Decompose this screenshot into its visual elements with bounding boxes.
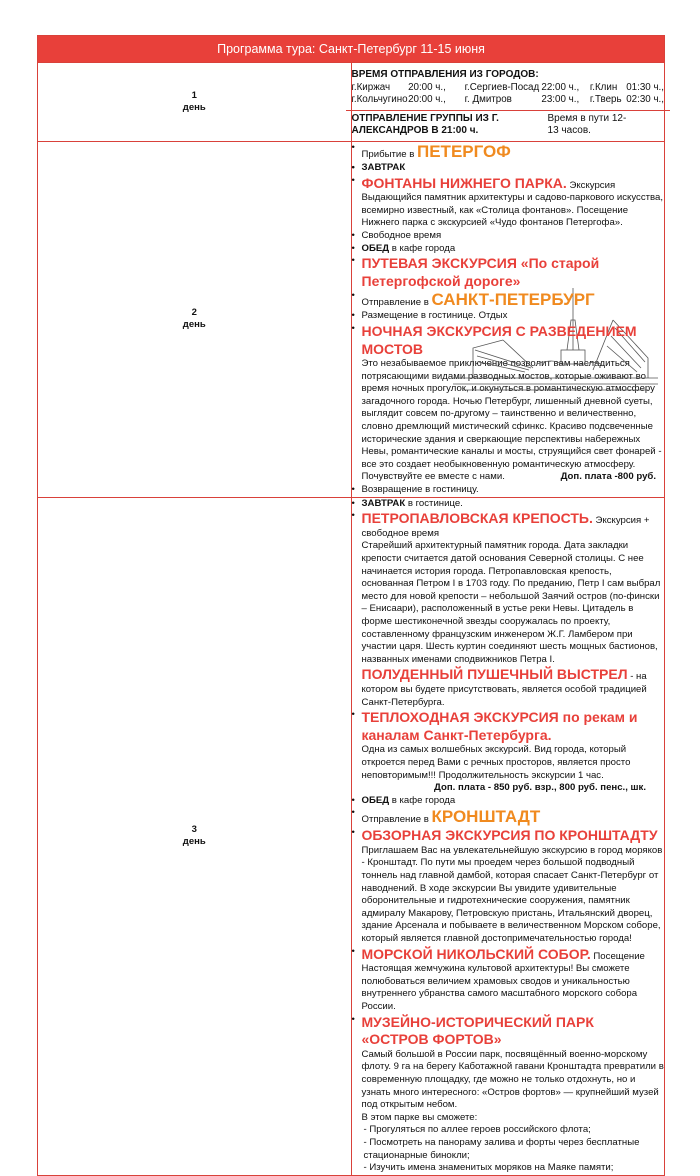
road-tour: • ПУТЕВАЯ ЭКСКУРСИЯ «По старой Петергофской дороге» bbox=[352, 255, 665, 290]
cathedral-text: Настоящая жемчужина культовой архитектуры! Вы сможете полюбоваться величием храмовых сводов и уникальностью внутреннего убранства самого масштабного морского собора России. bbox=[361, 963, 638, 1012]
departure-kronstadt: • Отправление в КРОНШТАДТ bbox=[352, 807, 665, 827]
fountains-heading: • ФОНТАНЫ НИЖНЕГО ПАРКА. Экскурсия bbox=[352, 175, 665, 193]
program-title: Программа тура: Санкт-Петербург 11-15 июня bbox=[38, 36, 665, 63]
night-tour-heading: • НОЧНАЯ ЭКСКУРСИЯ С РАЗВЕДЕНИЕМ МОСТОВ bbox=[352, 323, 665, 358]
fountains-text: Выдающийся памятник архитектуры и садово-паркового искусства, всемирно известный, как «Столица фонтанов». Посещение Нижнего парка с экскурсией «Чудо фонтанов Петергофа». bbox=[361, 192, 664, 229]
departure-row-2: г.Кольчугино 20:00 ч., г. Дмитров 23:00 ч., г.Тверь 02:30 ч., bbox=[351, 94, 665, 106]
day-2-content bbox=[351, 141, 665, 497]
boat-tour-fee: Доп. плата - 850 руб. взр., 800 руб. пенс., шк. bbox=[434, 782, 646, 794]
departure-spb: • Отправление в САНКТ-ПЕТЕРБУРГ bbox=[352, 290, 665, 310]
day-1-row bbox=[38, 63, 665, 142]
group-departure: ОТПРАВЛЕНИЕ ГРУППЫ ИЗ Г. АЛЕКСАНДРОВ В 21:00 ч. bbox=[351, 112, 499, 137]
group-departure-line bbox=[352, 113, 665, 138]
breakfast: • ЗАВТРАК bbox=[352, 162, 665, 175]
kronstadt-heading: • ОБЗОРНАЯ ЭКСКУРСИЯ ПО КРОНШТАДТУ bbox=[352, 827, 665, 845]
day-2-row bbox=[38, 141, 665, 497]
night-tour-text: Это незабываемое приключение позволит вам насладиться потрясающими видами разводных мостов, которые оживают во время ночных прогулок, и окунуться в романтическую атмосферу загадочного города. Ночью Петербург, лишенный дневной суеты, выглядит совсем по-другому – таинственно и величественно, словно дремлющий мистический сфинкс. Красиво подсвеченные исторические здания и сверкающие перспективы набережных Невы, романтические каналы и мосты, струящийся свет фонарей - все это создает необыкновенную романтическую атмосферу. Почувствуйте ее вместе с нами. Доп. плата -800 руб. bbox=[361, 358, 662, 483]
day-3-row bbox=[38, 497, 665, 1175]
program-page bbox=[37, 35, 665, 1176]
program-table bbox=[37, 35, 665, 1176]
fortress-text: Старейший архитектурный памятник города. Дата закладки крепости считается датой основания Северной столицы. С нее начинается история города. Петропавловская крепость, основанная Петром I в 1703 году. По преданию, Петр I сам выбрал место для новой крепости – небольшой Заячий остров (по-фински – Енисаари), расположенный в устье реки Невы. Цитадель в форме шестиконечной звезды сооружалась по проекту, составленному французским инженером Ж.Г. Ламбером при участии царя. Шесть куртин соединяют шесть мощных бастионов, названных именами сподвижников Петра I. bbox=[361, 540, 661, 665]
lunch: • ОБЕД в кафе города bbox=[352, 795, 665, 808]
park-can: В этом парке вы сможете: bbox=[361, 1111, 478, 1123]
cathedral-heading: • МОРСКОЙ НИКОЛЬСКИЙ СОБОР. Посещение bbox=[352, 946, 665, 964]
day-3-content bbox=[351, 497, 665, 1175]
boat-tour-text: Одна из самых волшебных экскурсий. Вид города, который откроется перед Вами с речных просторов, является просто неповторимым!!! Продолжительность экскурсии 1 час. bbox=[361, 744, 631, 781]
breakfast: • ЗАВТРАК в гостинице. bbox=[352, 498, 665, 511]
departure-title: ВРЕМЯ ОТПРАВЛЕНИЯ ИЗ ГОРОДОВ: bbox=[351, 69, 539, 80]
departure-row-1: г.Киржач 20:00 ч., г.Сергиев-Посад 22:00 ч., г.Клин 01:30 ч., bbox=[351, 81, 665, 93]
boat-tour-heading: • ТЕПЛОХОДНАЯ ЭКСКУРСИЯ по рекам и каналам Санкт-Петербурга. bbox=[352, 709, 665, 744]
day-1-content bbox=[351, 63, 665, 142]
free-time: • Свободное время bbox=[352, 230, 665, 243]
hotel: • Размещение в гостинице. Отдых bbox=[352, 310, 665, 323]
fortress-heading: • ПЕТРОПАВЛОВСКАЯ КРЕПОСТЬ. Экскурсия + свободное время bbox=[352, 510, 665, 540]
park-text: Самый большой в России парк, посвящённый военно-морскому флоту. 9 га на берегу Каботажной гавани Кронштадта превратили в современную площадку, где можно не только отдохнуть, но и узнать много интересного: «Остров фортов» — крупнейший музей под открытым небом. bbox=[361, 1048, 664, 1111]
list-item: - Прогуляться по аллее героев российского флота; bbox=[363, 1124, 591, 1136]
list-item: - Посмотреть на панораму залива и форты через бесплатные стационарные бинокли; bbox=[363, 1136, 640, 1161]
cannon-shot: ПОЛУДЕННЫЙ ПУШЕЧНЫЙ ВЫСТРЕЛ - на котором вы будете присутствовать, является особой традицией Санкт-Петербурга. bbox=[361, 666, 647, 708]
arrival-line: • Прибытие в ПЕТЕРГОФ bbox=[352, 142, 665, 162]
kronstadt-text: Приглашаем Вас на увлекательнейшую экскурсию в город моряков - Кронштадт. По пути мы проедем через большой подводный тоннель над главной дамбой, которая спасает Санкт-Петербург от наводнений. В ходе экскурсии Вы увидите удивительные оборонительные и гидротехнические сооружения, памятник адмиралу Макарову, Петровскую пристань, Итальянский дворец, здание Арсенала и побываете в величественном Морском соборе, который является главной достопримечательностью города! bbox=[361, 844, 663, 945]
arrival-city: ПЕТЕРГОФ bbox=[417, 141, 511, 161]
park-heading: • МУЗЕЙНО-ИСТОРИЧЕСКИЙ ПАРК «ОСТРОВ ФОРТОВ» bbox=[352, 1014, 665, 1049]
day-1-label: 1 день bbox=[38, 63, 352, 142]
travel-time: Время в пути 12-13 часов. bbox=[547, 112, 627, 137]
list-item: - Изучить имена знаменитых моряков на Маяке памяти; bbox=[363, 1162, 614, 1174]
day-2-label: 2 день bbox=[38, 141, 352, 497]
night-tour-fee: Доп. плата -800 руб. bbox=[560, 471, 656, 483]
return-hotel: • Возвращение в гостиницу. bbox=[352, 484, 665, 497]
day-3-label: 3 день bbox=[38, 497, 352, 1175]
lunch: • ОБЕД в кафе города bbox=[352, 243, 665, 256]
